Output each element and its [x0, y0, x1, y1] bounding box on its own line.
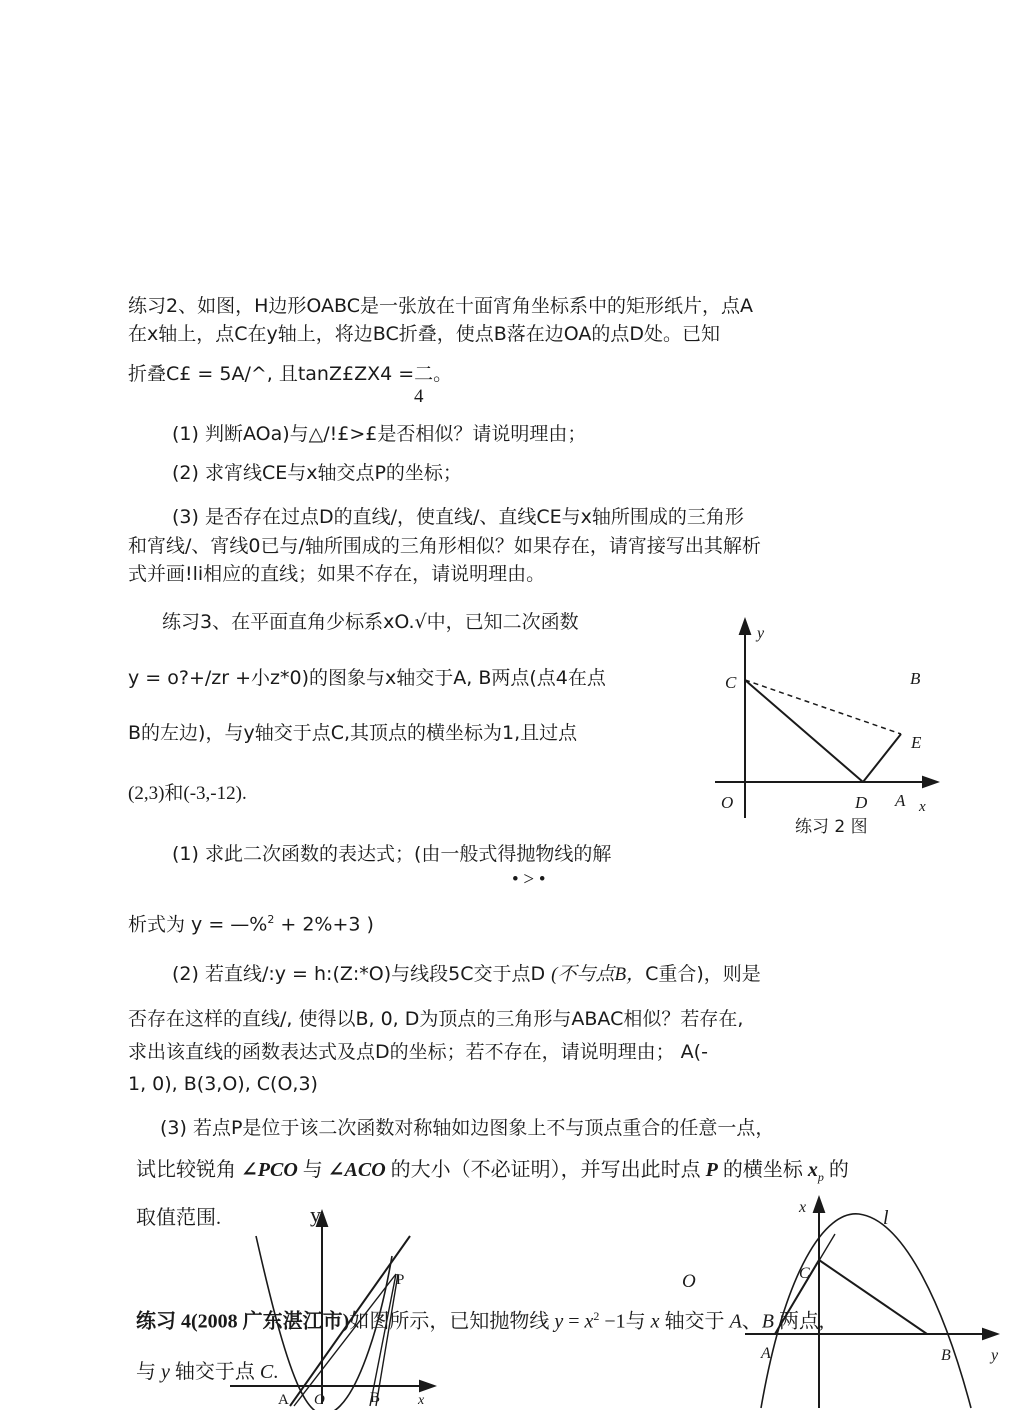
ex3-dots: • > •	[512, 869, 546, 890]
line-l	[775, 1234, 835, 1334]
exercise-4-figure	[745, 1190, 1005, 1410]
ex3-question-2d: 1, 0), B(3,O), C(O,3)	[128, 1073, 318, 1095]
label-c: C	[799, 1265, 810, 1282]
parabola	[761, 1214, 971, 1408]
x-axis-arrow	[923, 777, 937, 787]
ex3-question-3c: 取值范围.	[136, 1207, 221, 1229]
ex2-line3: 折叠C£ = 5A/^, 且tanZ£ZX4 =二。	[128, 363, 453, 385]
horizontal-axis-arrow	[983, 1329, 997, 1339]
ex2-line1: 练习2、如图，H边形OABC是一张放在十面宵角坐标系中的矩形纸片，点A	[128, 295, 753, 317]
ex2-question-3a: (3) 是否存在过点D的直线/，使直线/、直线CE与x轴所围成的三角形	[172, 506, 744, 528]
label-p: P	[396, 1272, 405, 1288]
label-o: O	[314, 1392, 325, 1408]
label-a: A	[761, 1345, 771, 1362]
ex3-question-2a: (2) 若直线/:y = h:(Z:*O)与线段5C交于点D (不与点B，C重合)，则是	[172, 963, 761, 985]
label-a: A	[895, 791, 906, 810]
fold-line-ce	[745, 680, 901, 734]
exercise-3-figure	[230, 1196, 450, 1406]
label-d: D	[855, 793, 868, 812]
ex3-question-3a: (3) 若点P是位于该二次函数对称轴如边图象上不与顶点重合的任意一点，	[160, 1117, 775, 1139]
stray-label-o: O	[682, 1271, 696, 1292]
parabola	[256, 1236, 392, 1410]
label-y: y	[310, 1202, 321, 1227]
ex2-question-2: (2) 求宵线CE与x轴交点P的坐标；	[172, 462, 462, 484]
ex3-question-3b: 试比较锐角 ∠PCO 与 ∠ACO 的大小（不必证明），并写出此时点 P 的横坐标 $x_p$ 的	[136, 1159, 849, 1184]
label-o: O	[721, 793, 734, 812]
label-e: E	[911, 733, 922, 752]
ex3-question-2b: 否存在这样的直线/, 使得以B, 0, D为顶点的三角形与ABAC相似？若存在,	[128, 1008, 744, 1030]
label-b: B	[941, 1347, 951, 1364]
ex3-question-2c: 求出该直线的函数表达式及点D的坐标；若不存在，请说明理由； A(-	[128, 1041, 708, 1063]
ex2-line2: 在x轴上，点C在y轴上，将边BC折叠，使点B落在边OA的点D处。已知	[128, 323, 721, 345]
label-x: x	[799, 1199, 807, 1216]
segment-cd	[745, 680, 863, 782]
label-x: x	[919, 799, 926, 815]
ex3-line3: B的左边)，与y轴交于点C,其顶点的横坐标为1,且过点	[128, 722, 578, 744]
ex2-question-3b: 和宵线/、宵线0已与/轴所围成的三角形相似？如果存在，请宵接写出其解析	[128, 535, 761, 557]
ex2-question-1: (1) 判断AOa)与△/!£>£是否相似？请说明理由；	[172, 423, 587, 445]
exercise-2-figure	[705, 618, 955, 848]
ex3-question-1b: 析式为 y = —%$^2$ + 2%+3 )	[128, 913, 374, 936]
y-axis-arrow	[740, 620, 750, 634]
label-b: B	[370, 1390, 381, 1406]
vertical-axis-arrow	[814, 1198, 824, 1212]
ex4-line1: 练习 4(2008 广东湛江市)如图所示，已知抛物线 $y = x^2 -1$与 x 轴交于 A、B 两点,	[136, 1309, 824, 1333]
label-c: C	[725, 673, 737, 692]
line-ap	[290, 1236, 410, 1406]
segment-de	[863, 734, 901, 782]
ex2-question-3c: 式并画!li相应的直线；如果不存在，请说明理由。	[128, 563, 546, 585]
ex3-line4: (2,3)和(-3,-12).	[128, 783, 247, 804]
ex3-question-1: (1) 求此二次函数的表达式；(由一般式得抛物线的解	[172, 843, 612, 865]
ex3-line1: 练习3、在平面直角少标系xO.√中，已知二次函数	[162, 611, 579, 633]
ex3-line2: y = o?+/zr +小z*0)的图象与x轴交于A, B两点(点4在点	[128, 667, 606, 689]
label-y: y	[757, 625, 765, 642]
label-a: A	[278, 1392, 289, 1408]
x-axis-arrow	[420, 1381, 434, 1391]
label-b: B	[910, 669, 921, 688]
figure-caption: 练习 2 图	[795, 817, 868, 837]
line-cb	[819, 1260, 927, 1334]
ex2-fraction-denominator: 4	[414, 386, 424, 407]
label-x: x	[418, 1393, 425, 1408]
label-l: l	[883, 1207, 889, 1229]
label-y: y	[991, 1347, 999, 1364]
ex4-line2: 与 y 轴交于点 C.	[136, 1361, 279, 1383]
